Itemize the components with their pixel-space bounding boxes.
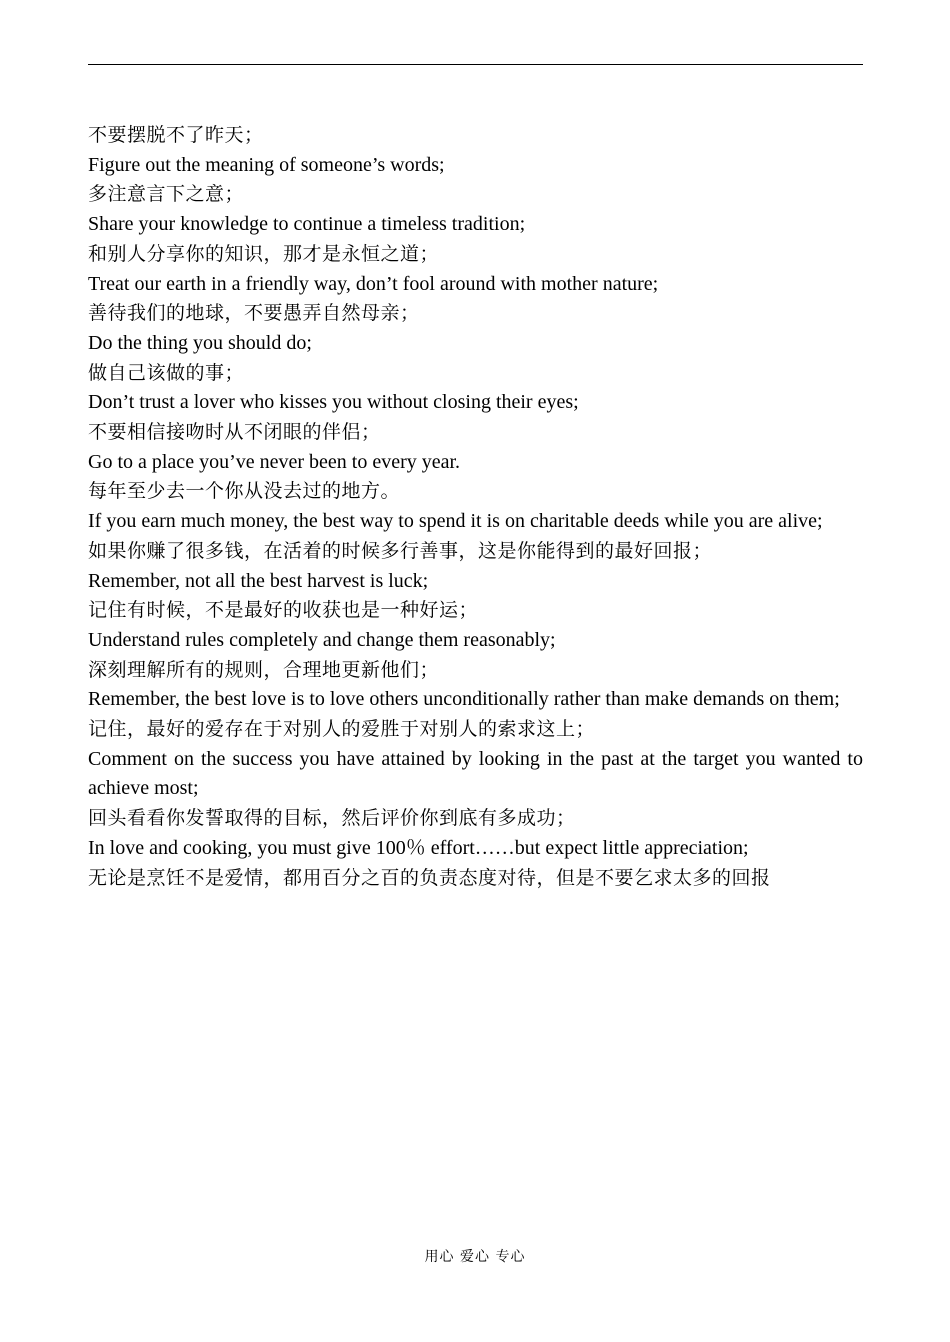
text-line: Comment on the success you have attained by looking in the past at the target you wanted to achieve most; [88,747,863,800]
text-line: 记住，最好的爱存在于对别人的爱胜于对别人的索求这上； [88,718,596,741]
text-line: Go to a place you’ve never been to every year. [88,450,461,473]
text-line: 深刻理解所有的规则，合理地更新他们； [88,658,440,681]
text-line: 记住有时候，不是最好的收获也是一种好运； [88,599,479,622]
text-line: Remember, the best love is to love others unconditionally rather than make demands on them; [88,688,840,711]
header-rule [88,64,863,65]
text-line: If you earn much money, the best way to spend it is on charitable deeds while you are alive; [88,510,823,533]
text-line: Treat our earth in a friendly way, don’t fool around with mother nature; [88,272,659,295]
page-footer: 用心 爱心 专心 [424,1249,526,1265]
text-line: 不要相信接吻时从不闭眼的伴侣； [88,421,381,444]
text-line: 做自己该做的事； [88,361,245,384]
text-line: 善待我们的地球，不要愚弄自然母亲； [88,302,420,325]
text-line: Don’t trust a lover who kisses you without closing their eyes; [88,391,579,414]
text-line: 回头看看你发誓取得的目标，然后评价你到底有多成功； [88,807,576,830]
text-line: 每年至少去一个你从没去过的地方。 [88,480,401,503]
text-line: Understand rules completely and change them reasonably; [88,628,556,651]
text-line: Remember, not all the best harvest is luck; [88,569,429,592]
text-line: Do the thing you should do; [88,331,312,354]
text-line: In love and cooking, you must give 100％ effort……but expect little appreciation; [88,836,749,859]
text-line: 多注意言下之意； [88,183,245,206]
text-line: 不要摆脱不了昨天； [88,124,264,146]
text-line: 如果你赚了很多钱，在活着的时候多行善事，这是你能得到的最好回报； [88,539,713,562]
text-line: 无论是烹饪不是爱情，都用百分之百的负责态度对待，但是不要乞求太多的回报 [88,866,771,889]
text-line: Share your knowledge to continue a timeless tradition; [88,213,526,236]
text-line: Figure out the meaning of someone’s words; [88,153,445,176]
text-line: 和别人分享你的知识，那才是永恒之道； [88,242,440,265]
body-text [88,121,863,893]
